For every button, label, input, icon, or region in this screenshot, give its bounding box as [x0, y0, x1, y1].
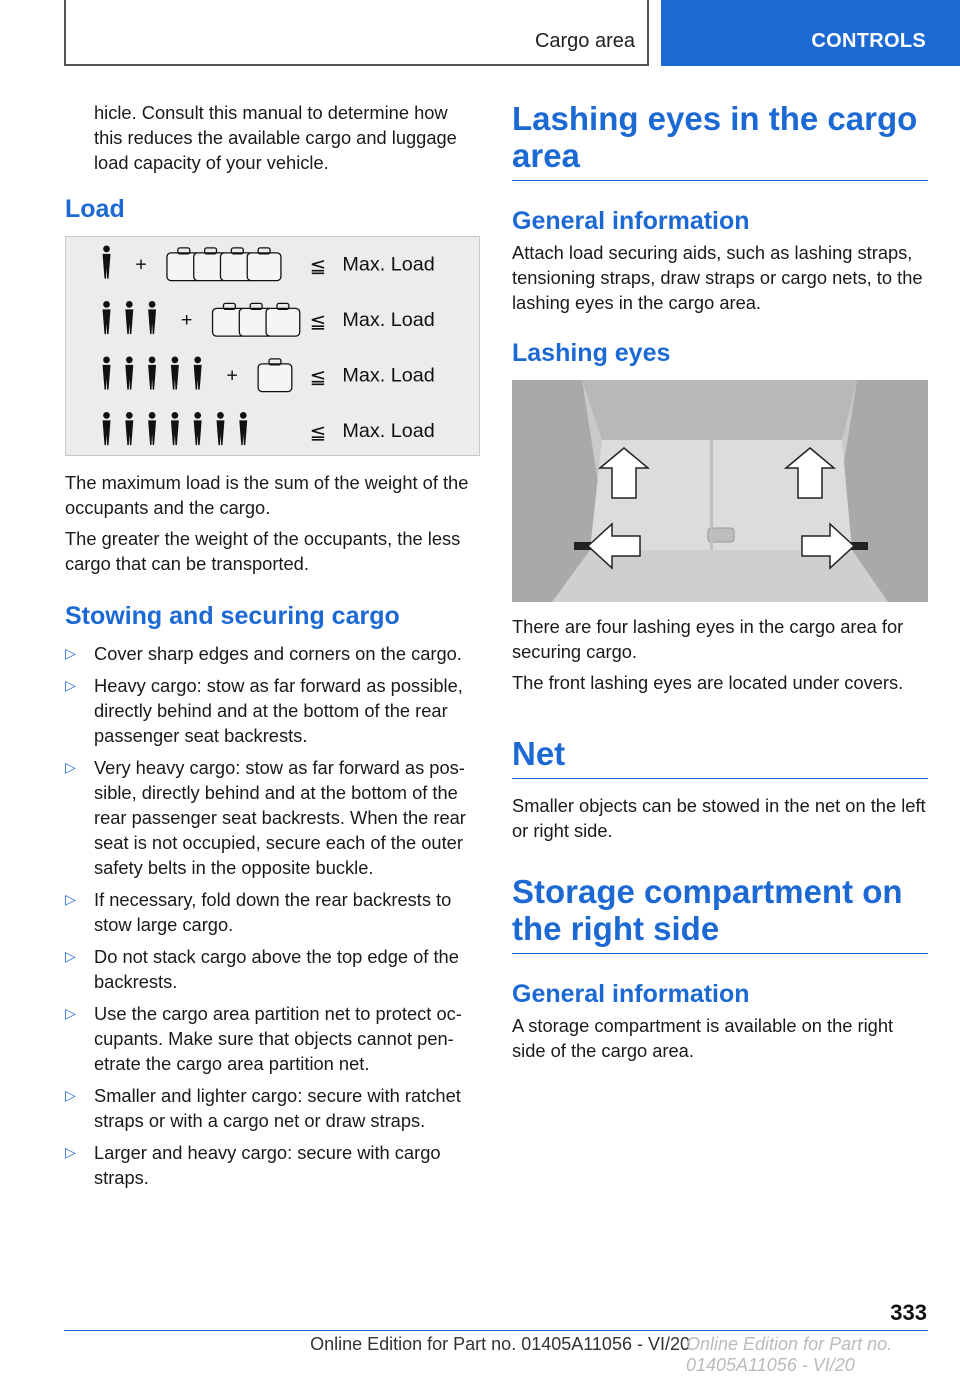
lashing-paragraph-1: There are four lashing eyes in the cargo area for securing cargo.	[512, 616, 904, 662]
bullet-text: Smaller and lighter cargo: secure with ratchet straps or with a cargo net or draw straps.	[94, 1085, 461, 1131]
less-equal-symbol: ≦	[309, 254, 327, 278]
person-icon	[171, 357, 179, 390]
header-chapter-label: CONTROLS	[811, 30, 926, 52]
bullet-text: Use the cargo area partition net to protect oc-cupants. Make sure that objects cannot pen-etrate the cargo area partition net.	[94, 1003, 462, 1074]
storage-text: A storage compartment is available on the right side of the cargo area.	[512, 1015, 894, 1061]
bullet-triangle-icon: ▷	[65, 891, 76, 907]
max-load-label: Max. Load	[342, 420, 435, 443]
intro-text: hicle. Consult this manual to determine how this reduces the available cargo and luggage load capacity of your vehicle.	[94, 102, 457, 173]
bullet-text: Larger and heavy cargo: secure with cargo straps.	[94, 1142, 441, 1188]
storage-info-heading: General information	[512, 980, 750, 1008]
bullet-item	[65, 887, 480, 937]
less-equal-symbol: ≦	[309, 421, 327, 445]
person-icon	[217, 412, 225, 445]
person-icon	[194, 412, 202, 445]
bullet-triangle-icon: ▷	[65, 1144, 76, 1160]
suitcase-icon	[258, 359, 292, 392]
bullet-text: Heavy cargo: stow as far forward as possible, directly behind and at the bottom of the rear passenger seat backrests.	[94, 675, 463, 746]
lashing-paragraph-2: The front lashing eyes are located under covers.	[512, 672, 904, 693]
load-figure	[65, 236, 480, 456]
bullet-item	[65, 641, 480, 666]
bullet-item	[65, 1001, 480, 1076]
footer-divider	[64, 1330, 928, 1331]
plus-sign: +	[226, 364, 238, 387]
less-equal-symbol: ≦	[309, 310, 327, 334]
net-title: Net	[512, 735, 928, 779]
less-equal-symbol: ≦	[309, 365, 327, 389]
general-info-heading: General information	[512, 207, 750, 235]
person-icon	[103, 357, 111, 390]
max-load-label: Max. Load	[342, 364, 435, 387]
suitcase-icon	[247, 248, 281, 281]
header-section-box	[64, 0, 649, 66]
bullet-triangle-icon: ▷	[65, 948, 76, 964]
bullet-text: Cover sharp edges and corners on the cargo.	[94, 643, 462, 664]
stowing-bullet-list	[65, 641, 480, 1190]
bullet-item	[65, 1083, 480, 1133]
person-icon	[148, 412, 156, 445]
suitcase-icon	[266, 303, 300, 336]
cargo-area-illustration	[512, 380, 928, 602]
net-text: Smaller objects can be stowed in the net on the left or right side.	[512, 795, 926, 841]
person-icon	[125, 301, 133, 334]
left-column	[65, 100, 480, 1197]
header-chapter-tab	[661, 0, 960, 66]
person-icon	[171, 412, 179, 445]
bullet-text: Very heavy cargo: stow as far forward as pos-sible, directly behind and at the bottom of the rear passenger seat backrests. When the rear seat is not occupied, secure each of the outer safety belts in the opposite buckle.	[94, 757, 466, 878]
storage-title: Storage compartment on the right side	[512, 873, 928, 954]
person-icon	[103, 412, 111, 445]
bullet-triangle-icon: ▷	[65, 677, 76, 693]
bullet-triangle-icon: ▷	[65, 645, 76, 661]
load-diagram	[66, 237, 479, 455]
person-icon	[239, 412, 247, 445]
person-icon	[103, 301, 111, 334]
max-load-label: Max. Load	[342, 253, 435, 276]
bullet-text: If necessary, fold down the rear backrests to stow large cargo.	[94, 889, 452, 935]
edition-text: Online Edition for Part no. 01405A11056 - VI/20	[310, 1334, 690, 1354]
person-icon	[148, 301, 156, 334]
edition-watermark: Online Edition for Part no. 01405A11056 - VI/20	[686, 1334, 893, 1375]
lashing-eyes-photo	[512, 380, 928, 602]
load-paragraph-2: The greater the weight of the occupants, the less cargo that can be transported.	[65, 528, 461, 574]
bullet-item	[65, 944, 480, 994]
plus-sign: +	[180, 309, 193, 332]
bullet-text: Do not stack cargo above the top edge of the backrests.	[94, 946, 459, 992]
person-icon	[194, 357, 202, 390]
lashing-eyes-heading: Lashing eyes	[512, 339, 671, 367]
general-info-text: Attach load securing aids, such as lashing straps, tensioning straps, draw straps or cargo nets, to the lashing eyes in the cargo area.	[512, 242, 923, 313]
max-load-label: Max. Load	[342, 309, 435, 332]
bullet-item	[65, 673, 480, 748]
bullet-triangle-icon: ▷	[65, 759, 76, 775]
person-icon	[125, 357, 133, 390]
bullet-item	[65, 1140, 480, 1190]
lashing-title: Lashing eyes in the cargo area	[512, 100, 928, 181]
bullet-item	[65, 755, 480, 880]
person-icon	[103, 246, 111, 279]
load-paragraph-1: The maximum load is the sum of the weight of the occupants and the cargo.	[65, 472, 469, 518]
page-number: 333	[890, 1300, 927, 1325]
plus-sign: +	[135, 253, 147, 276]
bullet-triangle-icon: ▷	[65, 1005, 76, 1021]
person-icon	[148, 357, 156, 390]
bullet-triangle-icon: ▷	[65, 1087, 76, 1103]
header-section-title: Cargo area	[534, 30, 635, 52]
right-column	[512, 100, 928, 1069]
stowing-heading: Stowing and securing cargo	[65, 602, 400, 630]
person-icon	[125, 412, 133, 445]
load-heading: Load	[65, 195, 125, 223]
